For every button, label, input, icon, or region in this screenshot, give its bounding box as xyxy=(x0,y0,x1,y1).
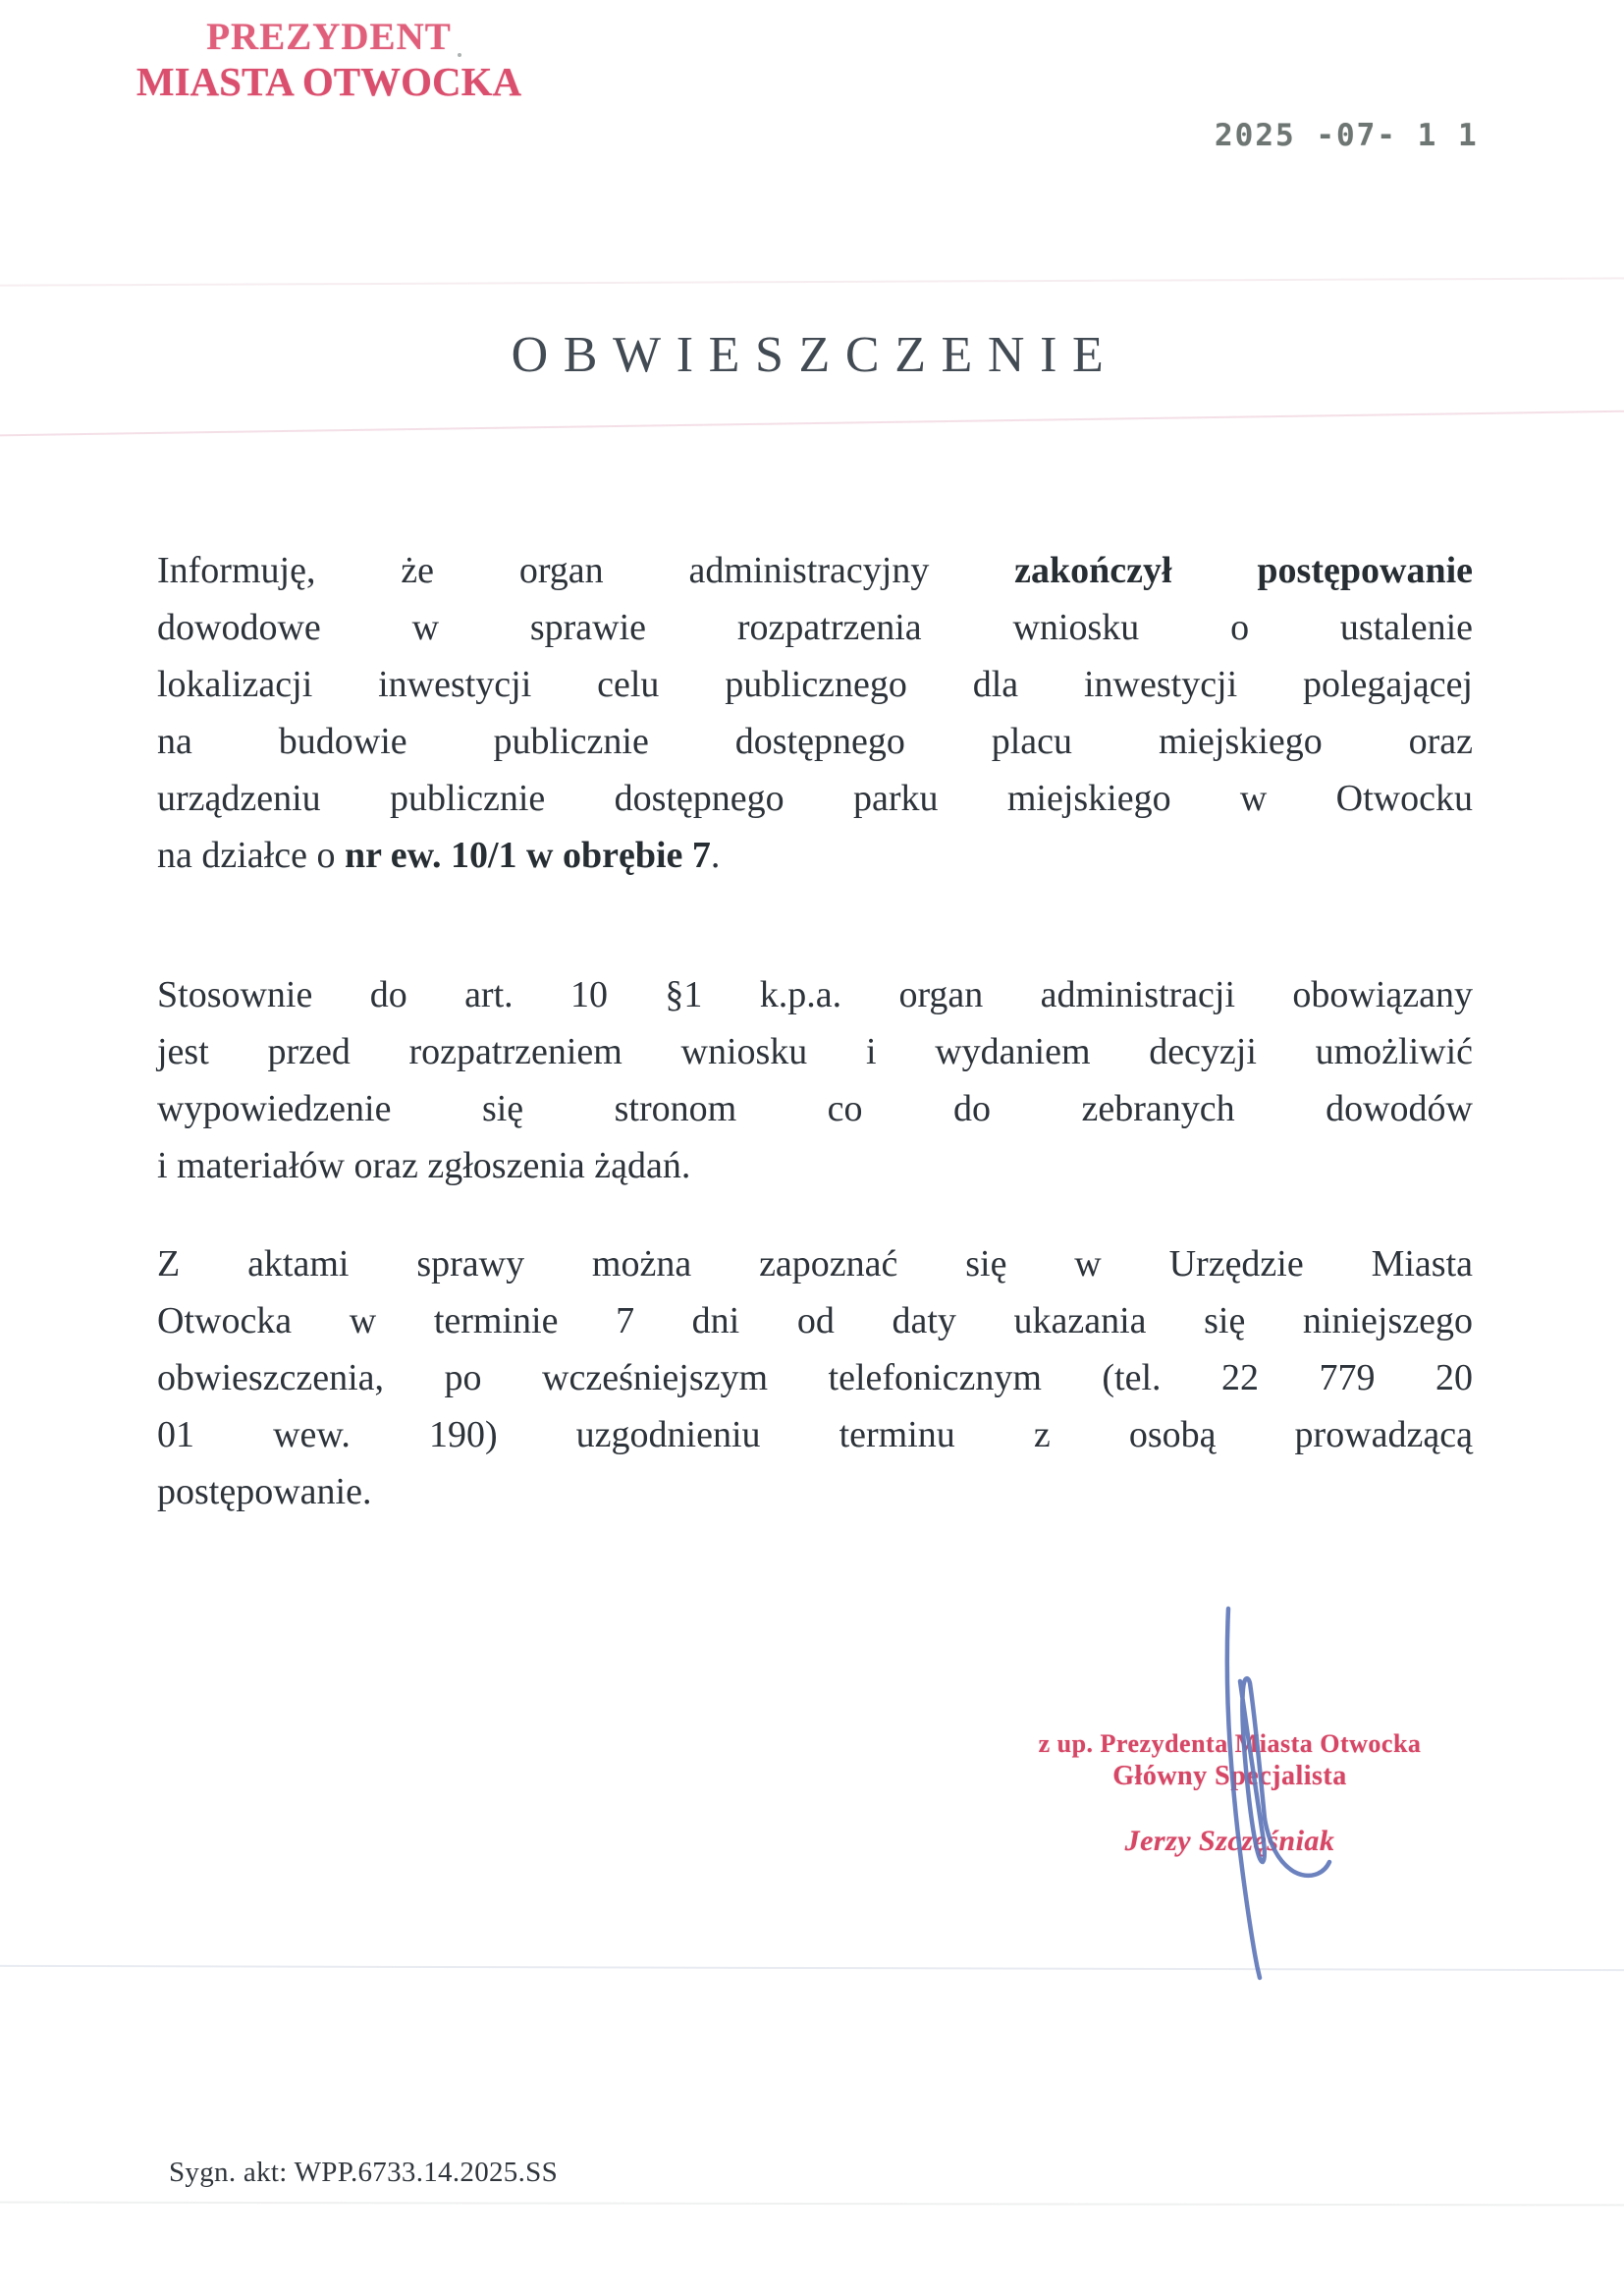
text-line: Z aktami sprawy można zapoznać się w Urzędzie Miasta xyxy=(157,1243,1473,1285)
text-line: urządzeniu publicznie dostępnego parku miejskiego w Otwocku xyxy=(157,778,1473,819)
paragraph-2 xyxy=(157,966,1473,1194)
bold-run: nr ew. 10/1 w obrębie 7 xyxy=(344,835,711,876)
text-line: na budowie publicznie dostępnego placu miejskiego oraz xyxy=(157,721,1473,762)
text-line: jest przed rozpatrzeniem wniosku i wydaniem decyzji umożliwić xyxy=(157,1031,1473,1072)
text-line: 01 wew. 190) uzgodnieniu terminu z osobą prowadzącą xyxy=(157,1414,1473,1455)
text-line: wypowiedzenie się stronom co do zebranych dowodów xyxy=(157,1088,1473,1129)
signature-stroke xyxy=(1240,1678,1265,1862)
text-line: i materiałów oraz zgłoszenia żądań. xyxy=(157,1145,691,1186)
text-line xyxy=(157,827,1473,884)
text-line: Stosownie do art. 10 §1 k.p.a. organ administracji obowiązany xyxy=(157,974,1473,1015)
date-stamp: 2025 -07- 1 1 xyxy=(1215,118,1479,153)
document-body xyxy=(157,542,1473,1520)
scan-artifact-line xyxy=(0,277,1624,286)
authority-stamp-line2: MIASTA OTWOCKA xyxy=(135,59,522,104)
text-line: dowodowe w sprawie rozpatrzenia wniosku o ustalenie xyxy=(157,607,1473,648)
text-line: Otwocka w terminie 7 dni od daty ukazania się niniejszego xyxy=(157,1300,1473,1341)
text-run: na działce o xyxy=(157,835,345,876)
scan-artifact-line xyxy=(0,2202,1624,2207)
signature-stroke xyxy=(1265,1819,1329,1876)
text-line: lokalizacji inwestycji celu publicznego dla inwestycji polegającej xyxy=(157,664,1473,705)
scan-artifact-line xyxy=(0,410,1624,437)
page-title: OBWIESZCZENIE xyxy=(511,327,1119,383)
handwritten-signature xyxy=(1110,1583,1384,1995)
paragraph-3 xyxy=(157,1235,1473,1520)
case-number: Sygn. akt: WPP.6733.14.2025.SS xyxy=(169,2157,559,2188)
text-line xyxy=(157,542,1473,599)
stamp-name: Jerzy Szczęśniak xyxy=(1124,1825,1335,1857)
paragraph-1 xyxy=(157,542,1473,884)
stamp-authorization-line: z up. Prezydenta Miasta Otwocka xyxy=(1038,1729,1422,1758)
scan-speck xyxy=(458,53,461,57)
stamp-role-line: Główny Specjalista xyxy=(1112,1761,1347,1791)
bold-run: zakończył postępowanie xyxy=(1014,550,1474,591)
text-line: postępowanie. xyxy=(157,1471,372,1512)
authority-stamp-line1: PREZYDENT xyxy=(206,16,452,58)
text-run: Informuję, że organ administracyjny xyxy=(157,550,1015,591)
text-run: . xyxy=(710,835,721,876)
text-line: obwieszczenia, po wcześniejszym telefonicznym (tel. 22 779 20 xyxy=(157,1357,1473,1398)
authority-stamp xyxy=(133,18,525,102)
